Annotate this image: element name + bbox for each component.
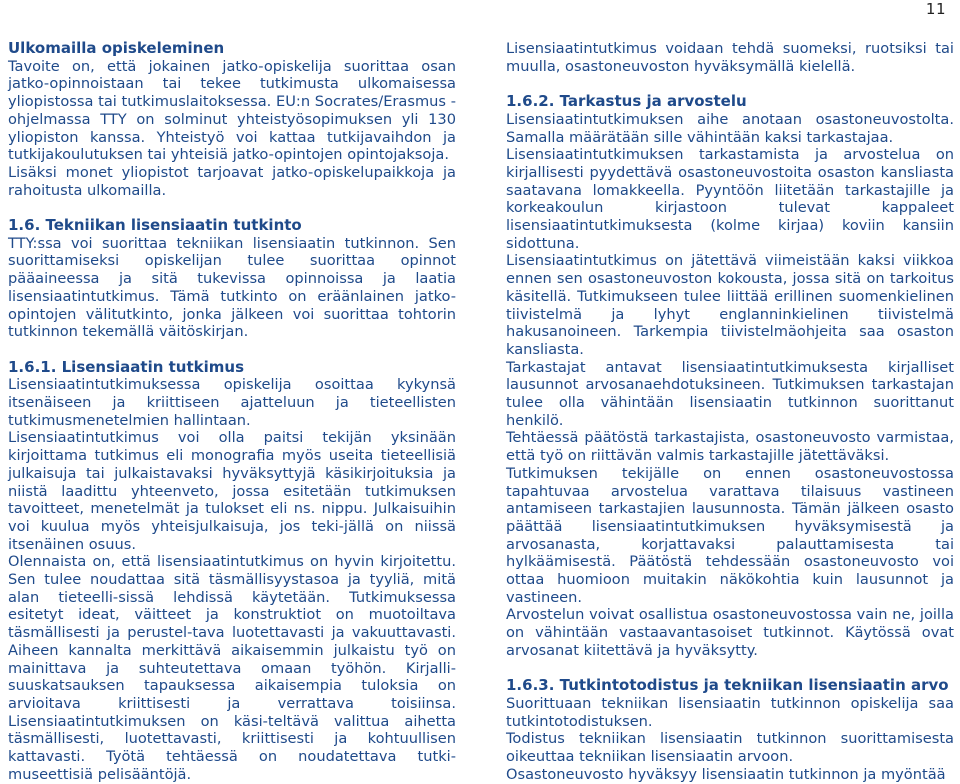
paragraph: Lisensiaatintutkimuksen aihe anotaan osastoneuvostolta. Samalla määrätään sille vähintään kaksi tarkastajaa. — [506, 110, 954, 146]
paragraph: Suorittuaan tekniikan lisensiaatin tutkinnon opiskelija saa tutkintotodistuksen. — [506, 694, 954, 730]
paragraph: Lisäksi monet yliopistot tarjoavat jatko-opiskelupaikkoja ja rahoitusta ulkomailla. — [8, 163, 456, 199]
right-column — [506, 40, 954, 784]
paragraph: Lisensiaatintutkimuksessa opiskelija osoittaa kykynsä itsenäiseen ja kriittiseen ajatteluun ja tieteellisten tutkimusmenetelmien hallintaan. — [8, 376, 456, 429]
paragraph: Lisensiaatintutkimus voi olla paitsi tekijän yksinään kirjoittama tutkimus eli monografia myös useita tieteellisiä julkaisuja tai julkaistavaksi hyväksyttyjä käsikirjoituksia ja niistä laadittu yhteenveto, jossa esitetään tutkimuksen tavoitteet, menetelmät ja tulokset eli ns. nippu. Julkaisuihin voi kuulua myös yhteisjulkaisuja, jos teki-jällä on niissä itsenäinen osuus. — [8, 429, 456, 553]
paragraph: Osastoneuvosto hyväksyy lisensiaatin tutkinnon ja myöntää — [506, 765, 946, 783]
paragraph: Todistus tekniikan lisensiaatin tutkinnon suorittamisesta oikeuttaa tekniikan lisensiaatin arvoon. — [506, 730, 954, 766]
heading-section-1-6-2: 1.6.2. Tarkastus ja arvostelu — [506, 92, 747, 111]
paragraph: Tehtäessä päätöstä tarkastajista, osastoneuvosto varmistaa, että työ on riittävän valmis tarkastajille jätettäväksi. — [506, 429, 954, 465]
paragraph: Olennaista on, että lisensiaatintutkimus on hyvin kirjoitettu. Sen tulee noudattaa sitä täsmällisyystasoa ja tyyliä, mitä alan tieteelli-sissä lehdissä käytetään. Tutkimuksessa esitetyt ideat, väitteet ja konstruktiot on muotoiltava täsmällisesti ja perustel-tava luotettavasti ja vakuuttavasti. Aiheen kannalta merkittävä aikaisemmin julkaistu työ on mainittava ja suhteutettava omaan työhön. Kirjalli-suuskatsauksen tapauksessa aikaisempia tuloksia on arvioitava kriittisesti ja verrattava toisiinsa. Lisensiaatintutkimuksen on käsi-teltävä valittua aihetta täsmällisesti, luotettavasti, kriittisesti ja kohtuullisen kattavasti. Työtä tehtäessä on noudatettava tutki-museettisiä pelisääntöjä. — [8, 553, 456, 783]
paragraph: Lisensiaatintutkimuksen tarkastamista ja arvostelua on kirjallisesti pyydettävä osastoneuvostoita osaston kansliasta saatavana lomakkeella. Pyyntöön liitetään tarkastajille ja korkeakoulun kirjastoon tulevat kappaleet lisensiaatintutkimuksesta (kolme kirjaa) koviin kansiin sidottuna. — [506, 146, 954, 252]
paragraph: TTY:ssa voi suorittaa tekniikan lisensiaatin tutkinnon. Sen suorittamiseksi opiskelijan tulee suorittaa opinnot pääaineessa ja sitä tukevissa opinnoissa ja laatia lisensiaatintutkimus. Tämä tutkinto on eräänlainen jatko-opintojen välitutkinto, jonka jälkeen voi suorittaa tohtorin tutkinnon tekemällä väitöskirjan. — [8, 234, 456, 341]
heading-section-1-6-1: 1.6.1. Lisensiaatin tutkimus — [8, 357, 245, 376]
paragraph: Lisensiaatintutkimus on jätettävä viimeistään kaksi viikkoa ennen sen osastoneuvoston kokousta, jossa sitä on tarkoitus käsitellä. Tutkimukseen tulee liittää erillinen suomenkielinen tiivistelmä ja lyhyt englanninkielinen tiivistelmä hakusanoineen. Tarkempia tiivistelmäohjeita saa osaston kansliasta. — [506, 252, 954, 358]
heading-section-1-6-3: 1.6.3. Tutkintotodistus ja tekniikan lisensiaatin arvo — [506, 676, 949, 695]
left-column — [8, 40, 456, 784]
paragraph: Tarkastajat antavat lisensiaatintutkimuksesta kirjalliset lausunnot arvosanaehdotuksineen. Tutkimuksen tarkastajan tulee olla vähintään lisensiaatin tutkinnon suorittanut henkilö. — [506, 358, 954, 429]
paragraph: Tavoite on, että jokainen jatko-opiskelija suorittaa osan jatko-opinnoistaan tai tekee tutkimusta ulkomaisessa yliopistossa tai tutkimuslaitoksessa. EU:n Socrates/Erasmus -ohjelmassa TTY on solminut yhteistyösopimuksen yli 130 yliopiston kanssa. Yhteistyö voi kattaa tutkijavaihdon ja tutkijakoulutuksen tai yhteisiä jatko-opintojen opintojaksoja. — [8, 57, 456, 164]
paragraph: Lisensiaatintutkimus voidaan tehdä suomeksi, ruotsiksi tai muulla, osastoneuvoston hyväksymällä kielellä. — [506, 40, 954, 75]
paragraph: Arvostelun voivat osallistua osastoneuvostossa vain ne, joilla on vähintään vastaavantasoiset tutkinnot. Käytössä ovat arvosanat kiitettävä ja hyväksytty. — [506, 606, 954, 659]
paragraph: Tutkimuksen tekijälle on ennen osastoneuvostossa tapahtuvaa arvostelua varattava tilaisuus vastineen antamiseen tarkastajien lausunnosta. Tämän jälkeen osasto päättää lisensiaatintutkimuksen hyväksymisestä ja arvosanasta, korjattavaksi palauttamisesta tai hylkäämisestä. Päätöstä tehdessään osastoneuvosto voi ottaa huomioon muitakin näkökohtia kuin lausunnot ja vastineen. — [506, 464, 954, 606]
heading-studying-abroad: Ulkomailla opiskeleminen — [8, 39, 225, 57]
page-number: 11 — [925, 0, 946, 18]
heading-section-1-6: 1.6. Tekniikan lisensiaatin tutkinto — [8, 216, 302, 235]
